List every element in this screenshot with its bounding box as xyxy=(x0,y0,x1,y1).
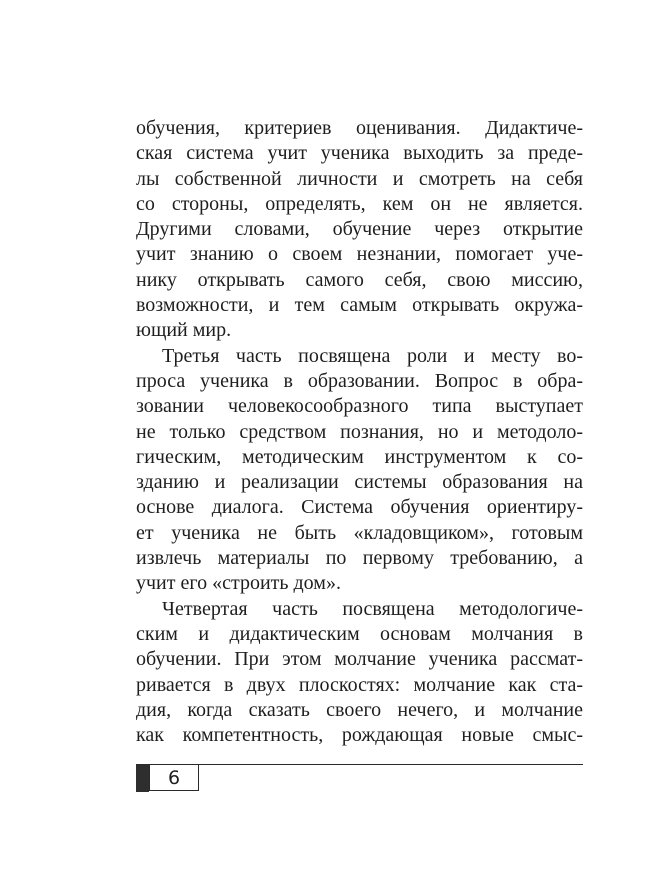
body-text xyxy=(136,116,583,748)
text-line: проса ученика в образовании. Вопрос в обра- xyxy=(136,369,583,392)
text-line: ская система учит ученика выходить за преде- xyxy=(136,142,583,165)
text-line: ским и дидактическим основам молчания в xyxy=(136,622,583,645)
page-number-bar xyxy=(136,765,149,792)
page-number: 6 xyxy=(149,765,199,791)
text-line: учит его «строить дом». xyxy=(136,572,341,595)
footer-rule xyxy=(136,764,583,765)
text-line: основе диалога. Система обучения ориентиру- xyxy=(136,496,583,519)
text-line: возможности, и тем самым открывать окружа- xyxy=(136,294,583,317)
text-line: учит знанию о своем незнании, помогает уче- xyxy=(136,243,583,266)
text-line: ющий мир. xyxy=(136,319,232,342)
text-line: ривается в двух плоскостях: молчание как ста- xyxy=(136,673,583,696)
text-line: как компетентность, рождающая новые смыс- xyxy=(136,724,583,747)
text-line: лы собственной личности и смотреть на себя xyxy=(136,167,583,190)
paragraph-start-line: Третья часть посвящена роли и месту во- xyxy=(162,344,583,367)
text-line: зовании человекосообразного типа выступает xyxy=(136,395,583,418)
text-line: дия, когда сказать своего нечего, и молчание xyxy=(136,698,583,721)
paragraph-start-line: Четвертая часть посвящена методологиче- xyxy=(162,597,583,620)
text-line: обучения, критериев оценивания. Дидактиче- xyxy=(136,117,583,139)
text-line: ет ученика не быть «кладовщиком», готовым xyxy=(136,521,583,544)
text-line: Другими словами, обучение через открытие xyxy=(136,218,583,241)
text-line: зданию и реализации системы образования на xyxy=(136,471,583,494)
text-line: обучении. При этом молчание ученика рассмат- xyxy=(136,648,583,671)
text-line: не только средством познания, но и методоло- xyxy=(136,420,583,443)
text-line: гическим, методическим инструментом к со- xyxy=(136,445,583,468)
text-line: со стороны, определять, кем он не является. xyxy=(136,192,583,215)
text-line: извлечь материалы по первому требованию, а xyxy=(136,547,583,570)
text-line: нику открывать самого себя, свою миссию, xyxy=(136,268,583,291)
